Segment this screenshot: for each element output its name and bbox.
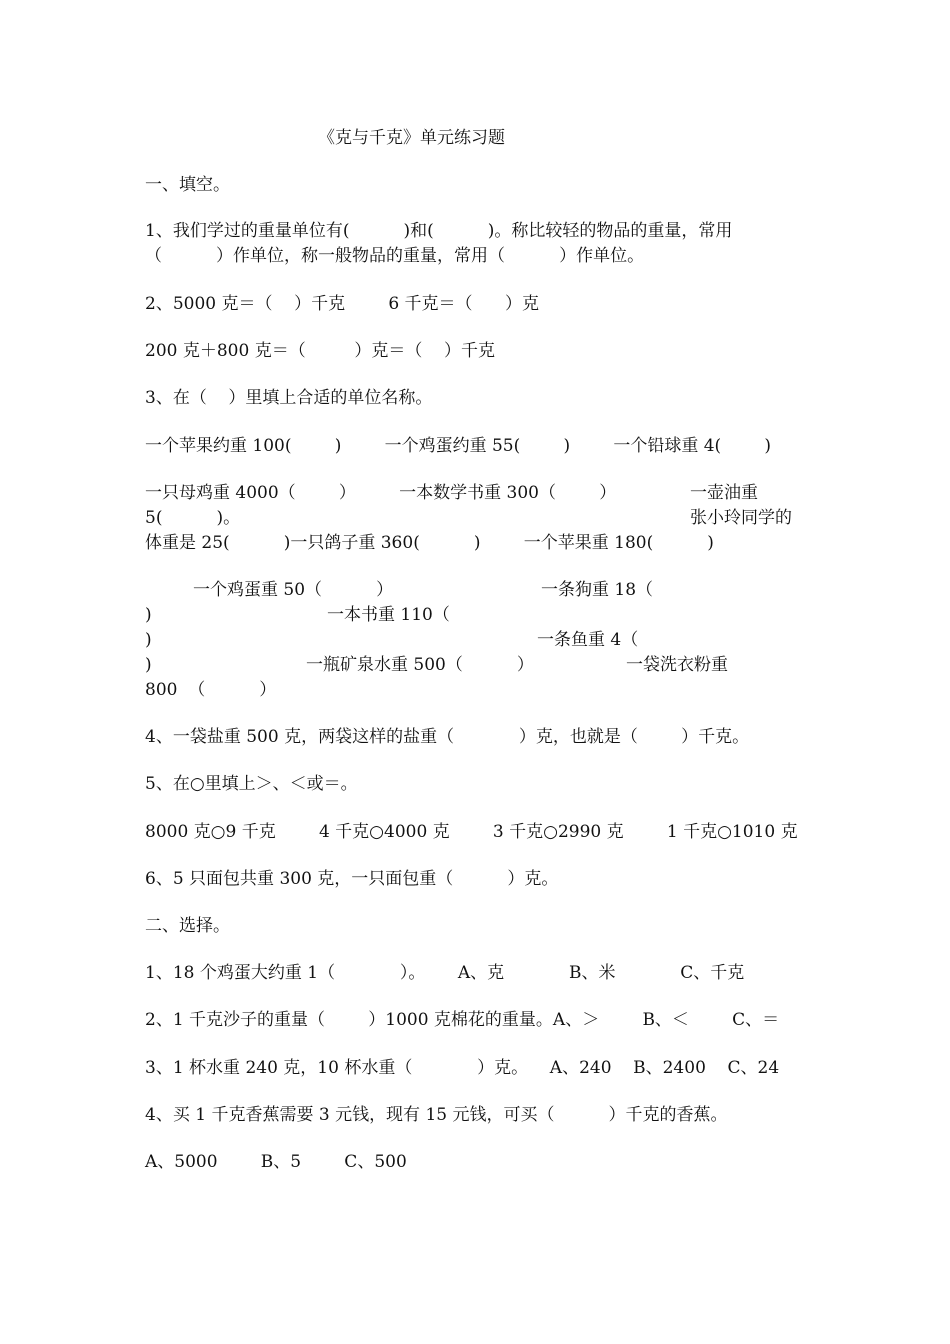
question-line: 4、一袋盐重 500 克，两袋这样的盐重（ ）克，也就是（ ）千克。 bbox=[145, 727, 750, 747]
question-line: （ ）作单位，称一般物品的重量，常用（ ）作单位。 bbox=[145, 246, 645, 266]
question-line: 5( )。 bbox=[145, 508, 241, 528]
section-heading-fill: 一、填空。 bbox=[145, 175, 230, 195]
question-line: ) bbox=[145, 630, 152, 650]
question-line: 1、18 个鸡蛋大约重 1（ ）。 A、克 B、米 C、千克 bbox=[145, 963, 745, 983]
question-line: ) bbox=[145, 605, 152, 625]
question-line: 8000 克○9 千克 4 千克○4000 克 3 千克○2990 克 1 千克○1010 克 bbox=[145, 822, 798, 842]
question-line: 2、5000 克＝（ ）千克 6 千克＝（ ）克 bbox=[145, 294, 539, 314]
question-line: 一本书重 110（ bbox=[327, 605, 450, 625]
question-line: 一个鸡蛋重 50（ ） bbox=[193, 580, 394, 600]
question-line: 800 （ ） bbox=[145, 680, 277, 700]
question-line: A、5000 B、5 C、500 bbox=[145, 1152, 407, 1172]
question-line: 体重是 25( )一只鸽子重 360( ) 一个苹果重 180( ) bbox=[145, 533, 714, 553]
question-line: 5、在○里填上＞、＜或＝。 bbox=[145, 774, 358, 794]
question-line: 2、1 千克沙子的重量（ ）1000 克棉花的重量。A、＞ B、＜ C、＝ bbox=[145, 1010, 780, 1030]
question-line: 1、我们学过的重量单位有( )和( )。称比较轻的物品的重量，常用 bbox=[145, 221, 733, 241]
question-line: 4、买 1 千克香蕉需要 3 元钱，现有 15 元钱，可买（ ）千克的香蕉。 bbox=[145, 1105, 728, 1125]
question-line: ) bbox=[145, 655, 152, 675]
question-line: 3、1 杯水重 240 克，10 杯水重（ ）克。 A、240 B、2400 C、24 bbox=[145, 1058, 780, 1078]
page-title: 《克与千克》单元练习题 bbox=[318, 128, 505, 148]
question-line: 一个苹果约重 100( ) 一个鸡蛋约重 55( ) 一个铅球重 4( ) bbox=[145, 436, 772, 456]
question-line: 张小玲同学的 bbox=[690, 508, 792, 528]
question-line: 6、5 只面包共重 300 克，一只面包重（ ）克。 bbox=[145, 869, 559, 889]
question-line: 一条狗重 18（ bbox=[541, 580, 654, 600]
question-line: 一袋洗衣粉重 bbox=[626, 655, 728, 675]
question-line: 一壶油重 bbox=[690, 483, 758, 503]
section-heading-choice: 二、选择。 bbox=[145, 916, 230, 936]
question-line: 3、在（ ）里填上合适的单位名称。 bbox=[145, 388, 433, 408]
question-line: 200 克＋800 克＝（ ）克＝（ ）千克 bbox=[145, 341, 495, 361]
question-line: 一只母鸡重 4000（ ） 一本数学书重 300（ ） bbox=[145, 483, 617, 503]
question-line: 一瓶矿泉水重 500（ ） bbox=[306, 655, 534, 675]
question-line: 一条鱼重 4（ bbox=[537, 630, 639, 650]
